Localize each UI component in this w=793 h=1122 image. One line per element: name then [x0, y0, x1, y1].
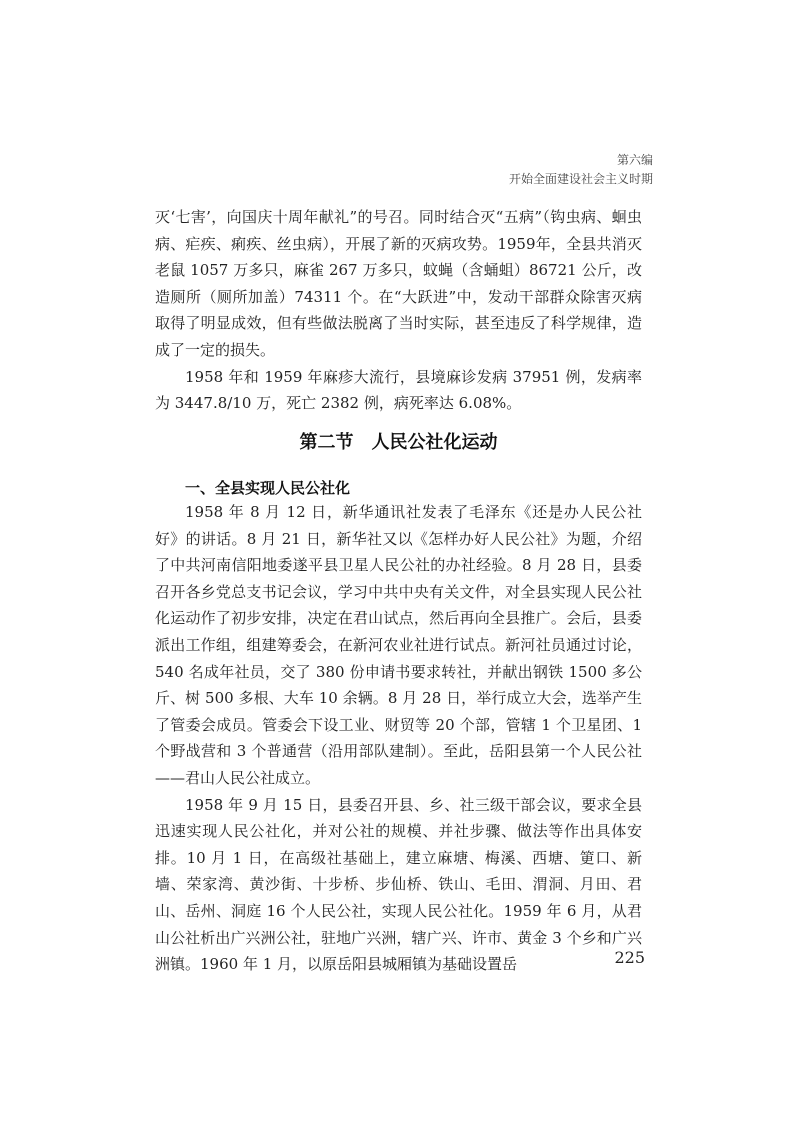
continued-paragraph: 灭‘七害’，向国庆十周年献礼”的号召。同时结合灭“五病”（钩虫病、蛔虫病、疟疾、痢疾、丝虫病），开展了新的灭病攻势。1959年，全县共消灭老鼠 1057 万多只，麻雀 267 万多只，蚊蝇（含蛹蛆）86721 公斤，改造厕所（厕所加盖）74311 个。在“大跃进”中，发动干部群众除害灭病取得了明显成效，但有些做法脱离了当时实际，甚至违反了科学规律，造成了一定的损失。	[155, 208, 642, 359]
subsection-title: 一、全县实现人民公社化	[185, 479, 351, 497]
body-text-top	[155, 204, 642, 417]
measles-paragraph: 1958 年和 1959 年麻疹大流行，县境麻诊发病 37951 例，发病率为 3447.8/10 万，死亡 2382 例，病死率达 6.08%。	[155, 367, 642, 413]
section-title: 第二节 人民公社化运动	[299, 432, 498, 453]
running-header-title: 开始全面建设社会主义时期	[508, 172, 653, 186]
page-number: 225	[614, 948, 645, 967]
paragraph: 1958 年 8 月 12 日，新华通讯社发表了毛泽东《还是办人民公社好》的讲话。8 月 21 日，新华社又以《怎样办好人民公社》为题，介绍了中共河南信阳地委遂平县卫星人民公社的办社经验。8 月 28 日，县委召开各乡党总支书记会议，学习中共中央有关文件，对全县实现人民公社化运动作了初步安排，决定在君山试点，然后再向全县推广。会后，县委派出工作组，组建筹委会，在新河农业社进行试点。新河社员通过讨论，540 名成年社员，交了 380 份申请书要求转社，并献出钢铁 1500 多公斤、树 500 多根、大车 10 余辆。8 月 28 日，举行成立大会，选举产生了管委会成员。管委会下设工业、财贸等 20 个部，管辖 1 个卫星团、1 个野战营和 3 个普通营（沿用部队建制）。至此，岳阳县第一个人民公社——君山人民公社成立。	[155, 503, 642, 787]
section-body	[155, 499, 642, 978]
paragraph: 1958 年 9 月 15 日，县委召开县、乡、社三级干部会议，要求全县迅速实现人民公社化，并对公社的规模、并社步骤、做法等作出具体安排。10 月 1 日，在高级社基础上，建立麻塘、梅溪、西塘、筻口、新墙、荣家湾、黄沙街、十步桥、步仙桥、铁山、毛田、渭洞、月田、君山、岳州、洞庭 16 个人民公社，实现人民公社化。1959 年 6 月，从君山公社析出广兴洲公社，驻地广兴洲，辖广兴、许市、黄金 3 个乡和广兴洲镇。1960 年 1 月，以原岳阳县城厢镇为基础设置岳	[155, 795, 642, 974]
running-header-part: 第六编	[616, 153, 653, 167]
